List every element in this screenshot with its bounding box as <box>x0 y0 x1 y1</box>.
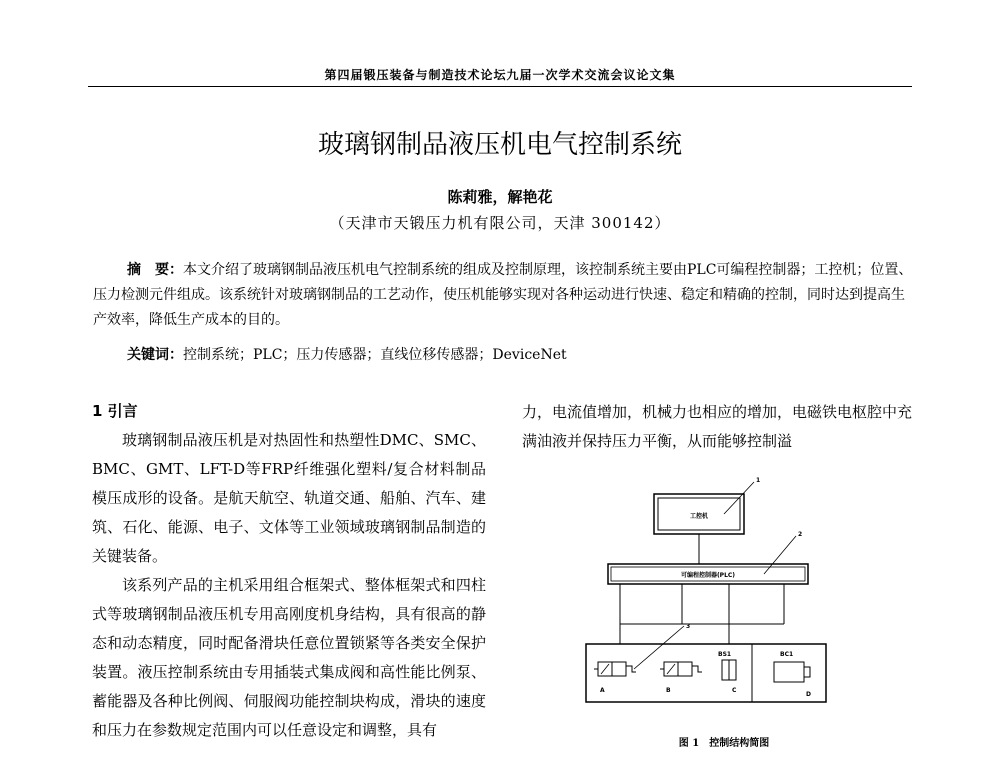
authors: 陈莉雅，解艳花 <box>447 188 553 206</box>
callout-3: 3 <box>686 623 691 630</box>
paper-title: 玻璃钢制品液压机电气控制系统 <box>317 130 682 160</box>
valve-b-icon <box>660 662 702 676</box>
label-c: C <box>732 687 737 694</box>
keywords-label: 关键词： <box>127 347 183 363</box>
paragraph: 该系列产品的主机采用组合框架式、整体框架式和四柱式等玻璃钢制品液压机专用高刚度机身结构，具有很高的静态和动态精度，同时配备滑块任意位置锁紧等各类安全保护装置。液压控制系统由专用插装式集成阀和高性能比例泵、蓄能器及各种比例阀、伺服阀功能控制块构成，滑块的速度和压力在参数规定范围内可以任意设定和调整，具有 <box>92 576 486 739</box>
callout-2: 2 <box>798 531 803 538</box>
label-d: D <box>806 691 811 698</box>
callout-1: 1 <box>756 477 761 484</box>
abstract <box>93 258 915 333</box>
keywords-text: 控制系统；PLC；压力传感器；直线位移传感器；DeviceNet <box>183 347 567 363</box>
left-column <box>92 426 486 745</box>
figure-caption: 图 1 控制结构简图 <box>678 738 770 749</box>
label-b: B <box>666 687 671 694</box>
pressure-sensor-icon <box>774 662 804 682</box>
plc-label: 可编程控制器(PLC) <box>680 572 736 579</box>
sensor-bc1-label: BC1 <box>780 651 794 658</box>
abstract-label: 摘 要： <box>127 262 183 278</box>
right-column-text: 力，电流值增加，机械力也相应的增加，电磁铁电枢腔中充满油液并保持压力平衡，从而能够控制溢 <box>522 403 913 450</box>
sensor-bs1-label: BS1 <box>718 651 732 658</box>
paragraph: 玻璃钢制品液压机是对热固性和热塑性DMC、SMC、BMC、GMT、LFT-D等FRP纤维强化塑料/复合材料制品模压成形的设备。是航天航空、轨道交通、船舶、汽车、建筑、石化、能源、电子、文体等工业领域玻璃钢制品制造的关键装备。 <box>92 431 486 565</box>
header-rule <box>88 86 912 87</box>
label-a: A <box>600 687 605 694</box>
affiliation: （天津市天锻压力机有限公司，天津 300142） <box>329 214 671 232</box>
abstract-text: 本文介绍了玻璃钢制品液压机电气控制系统的组成及控制原理，该控制系统主要由PLC可编程控制器；工控机；位置、压力检测元件组成。该系统针对玻璃钢制品的工艺动作，使压机能够实现对各种运动进行快速、稳定和精确的控制，同时达到提高生产效率，降低生产成本的目的。 <box>93 262 913 328</box>
keywords <box>127 344 917 366</box>
valve-a-icon <box>594 662 636 676</box>
section-heading: 1 引言 <box>92 402 138 420</box>
ipc-label: 工控机 <box>689 513 709 520</box>
control-structure-diagram <box>584 474 864 714</box>
running-header: 第四届锻压装备与制造技术论坛九届一次学术交流会议论文集 <box>324 68 676 82</box>
